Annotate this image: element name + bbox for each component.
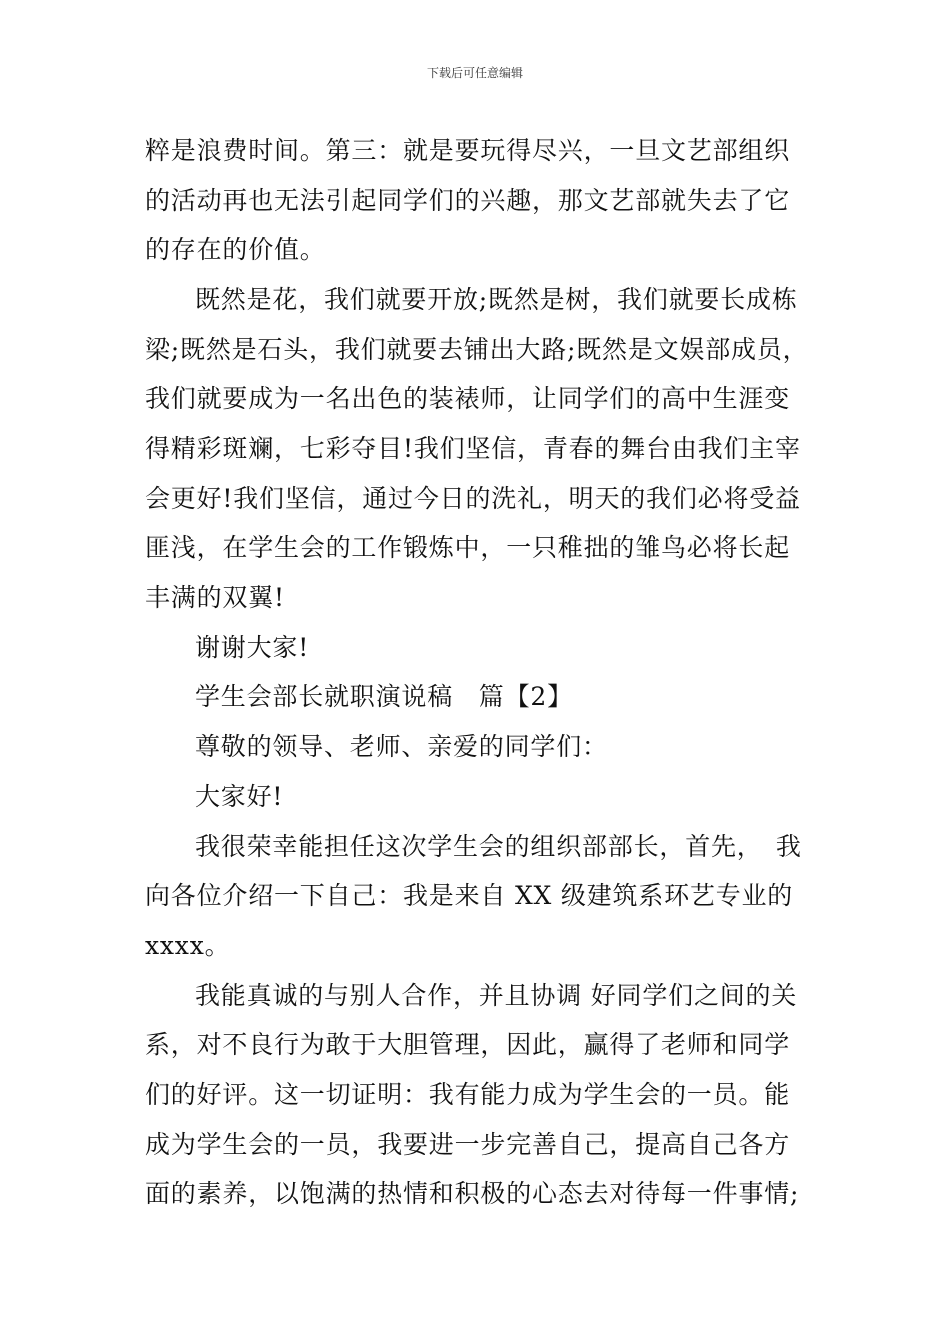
text-line: 得精彩斑斓，七彩夺目!我们坚信，青春的舞台由我们主宰: [145, 434, 801, 463]
page-header: 下载后可任意编辑: [426, 66, 523, 80]
text-line: 我能真诚的与别人合作，并且协调 好同学们之间的关: [195, 981, 798, 1010]
text-line: 既然是花，我们就要开放;既然是树，我们就要长成栋: [195, 285, 798, 314]
text-line: 尊敬的领导、老师、亲爱的同学们：: [195, 732, 608, 761]
text-line: 粹是浪费时间。第三：就是要玩得尽兴，一旦文艺部组织: [145, 136, 791, 165]
text-line: 向各位介绍一下自己：我是来自 XX 级建筑系环艺专业的: [145, 881, 794, 910]
section-heading: 学生会部长就职演说稿 篇【2】: [195, 682, 573, 711]
text-line: 成为学生会的一员，我要进一步完善自己，提高自己各方: [145, 1130, 791, 1159]
text-line: 会更好!我们坚信，通过今日的洗礼，明天的我们必将受益: [145, 484, 801, 513]
text-line: 谢谢大家!: [195, 633, 310, 662]
text-line: 的存在的价值。: [145, 235, 326, 264]
text-line: 梁;既然是石头，我们就要去铺出大路;既然是文娱部成员，: [145, 335, 809, 364]
text-line: 丰满的双翼!: [145, 583, 285, 612]
text-line: 匪浅，在学生会的工作锻炼中，一只稚拙的雏鸟必将长起: [145, 533, 791, 562]
text-line: 的活动再也无法引起同学们的兴趣，那文艺部就失去了它: [145, 186, 791, 215]
text-line: 面的素养，以饱满的热情和积极的心态去对待每一件事情;: [145, 1179, 800, 1208]
text-line: 我很荣幸能担任这次学生会的组织部部长，首先， 我: [195, 832, 802, 861]
text-line: 我们就要成为一名出色的装裱师，让同学们的高中生涯变: [145, 384, 791, 413]
text-line: xxxx。: [145, 931, 231, 960]
text-line: 大家好!: [195, 782, 284, 811]
text-line: 们的好评。这一切证明：我有能力成为学生会的一员。能: [145, 1080, 791, 1109]
text-line: 系，对不良行为敢于大胆管理，因此，赢得了老师和同学: [145, 1030, 791, 1059]
